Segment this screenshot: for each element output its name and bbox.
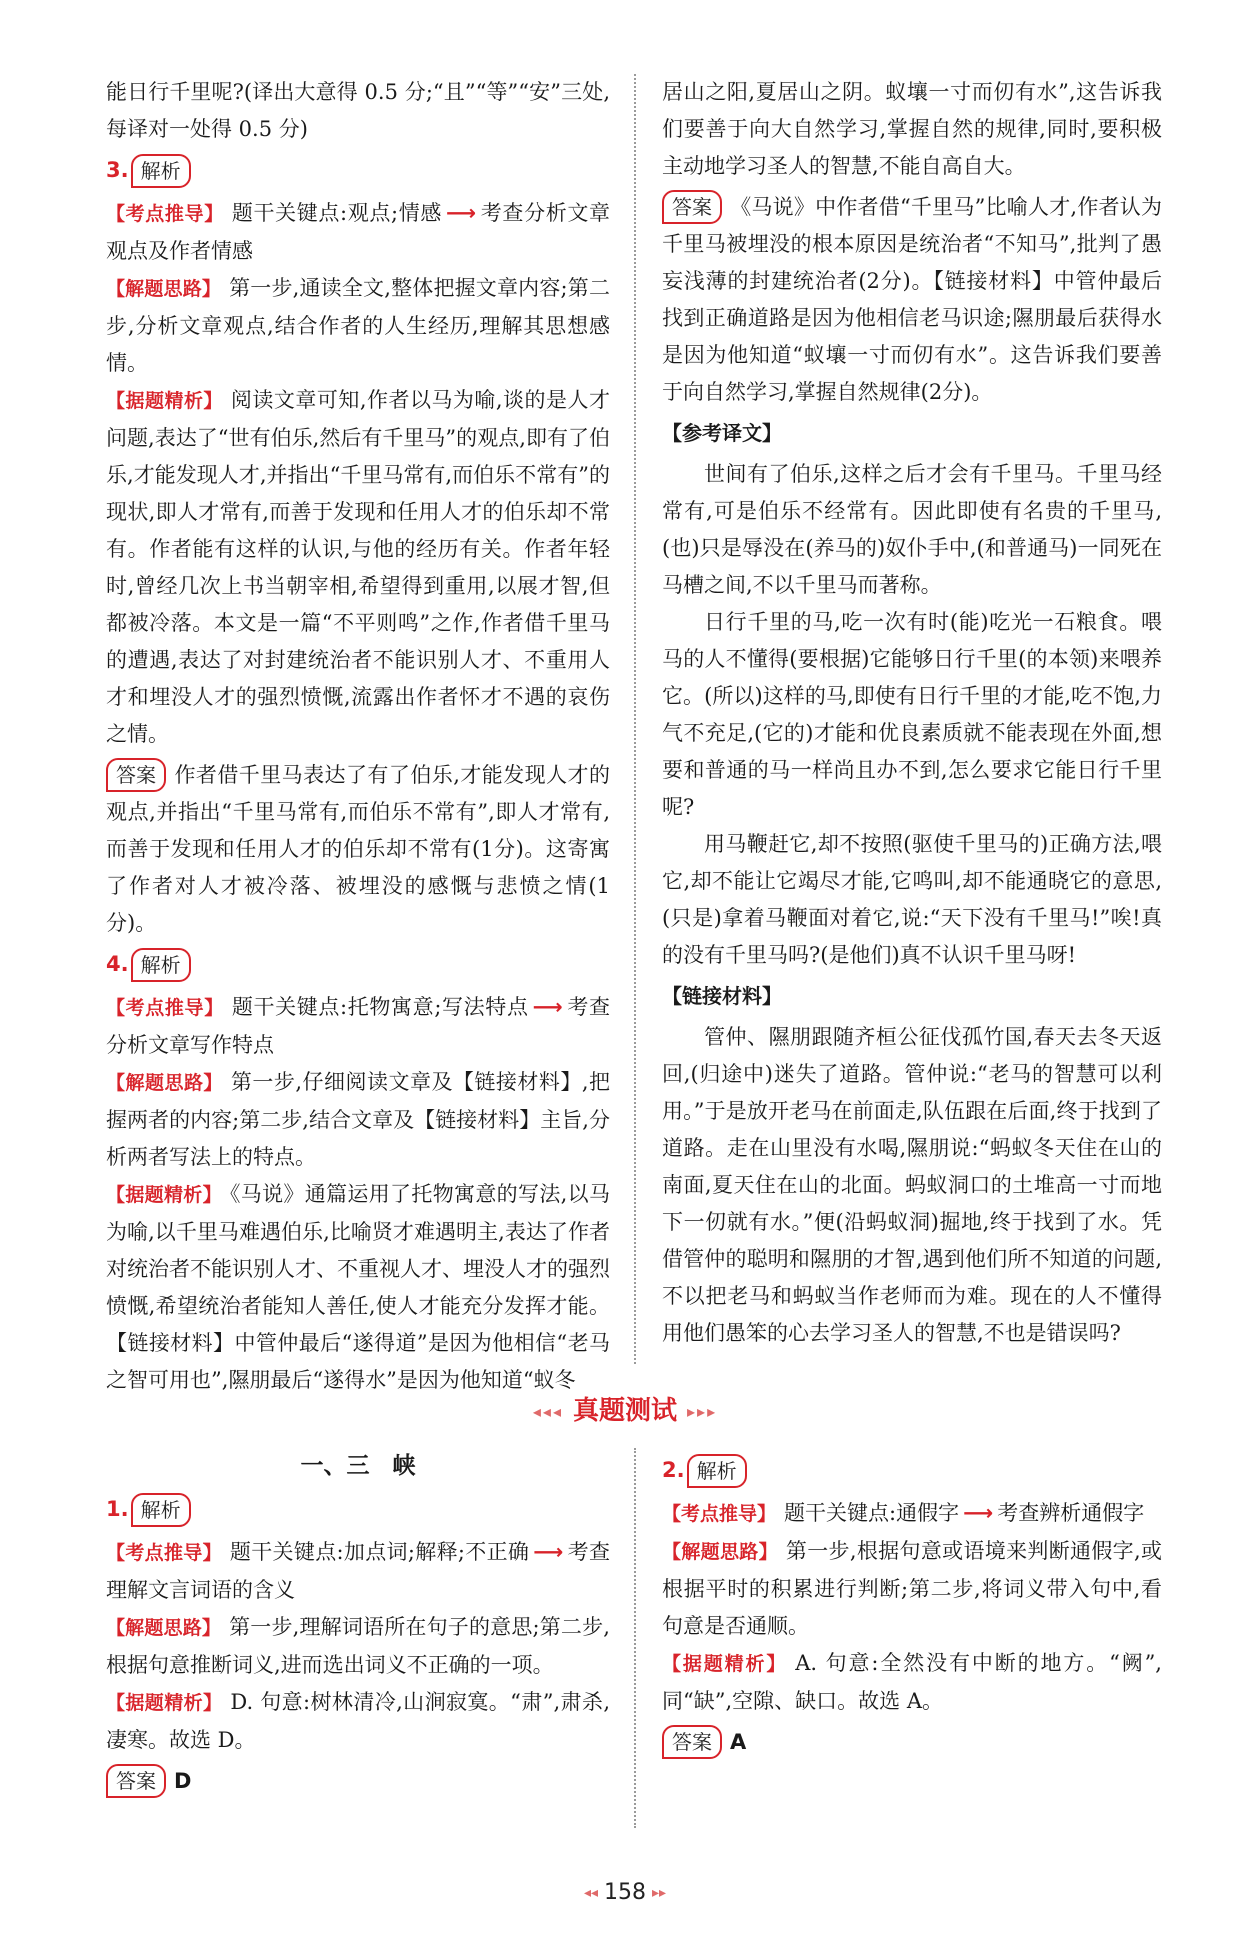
q1-answer-badge: 答案 (106, 1764, 166, 1798)
arrow-icon: ⟶ (963, 1501, 994, 1525)
q3-kaodian-result: 考查分析文章观点及作者情感 (106, 201, 610, 263)
q3-jieti-label: 【解题思路】 (106, 278, 222, 300)
section-banner-title: 真题测试 (572, 1396, 677, 1426)
q1-jieti-label: 【解题思路】 (106, 1617, 222, 1639)
q4-jieti (106, 1064, 610, 1176)
q1-answer (106, 1763, 610, 1800)
q4-jingxi (106, 1176, 610, 1399)
q4-answer-text: 《马说》中作者借“千里马”比喻人才,作者认为千里马被埋没的根本原因是统治者“不知马”,批判了愚妄浅薄的封建统治者(2分)。【链接材料】中管仲最后找到正确道路是因为他相信老马识途;隰朋最后获得水是因为他知道“蚁壤一寸而仞有水”。这告诉我们要善于向自然学习,掌握自然规律(2分)。 (662, 195, 1162, 404)
q1-jieti (106, 1609, 610, 1684)
q2-answer (662, 1724, 1162, 1761)
intro-text: 能日行千里呢?(译出大意得 0.5 分;“且”“等”“安”三处,每译对一处得 0.5 分) (106, 80, 610, 141)
q4-jingxi-text: 《马说》通篇运用了托物寓意的写法,以马为喻,以千里马难遇伯乐,比喻贤才难遇明主,表达了作者对统治者不能识别人才、不重视人才、埋没人才的强烈愤慨,希望统治者能知人善任,使人才能充分发挥才能。【链接材料】中管仲最后“遂得道”是因为他相信“老马之智可用也”,隰朋最后“遂得水”是因为他知道“蚁冬 (106, 1182, 610, 1392)
q3-answer (106, 757, 610, 942)
q3-jingxi-label: 【据题精析】 (106, 390, 223, 412)
q4-jieti-label: 【解题思路】 (106, 1072, 223, 1094)
q2-kaodian-label: 【考点推导】 (662, 1503, 777, 1525)
q4-jingxi-label: 【据题精析】 (106, 1184, 222, 1206)
q2-header (662, 1452, 1162, 1489)
q3-jieti-text: 第一步,通读全文,整体把握文章内容;第二步,分析文章观点,结合作者的人生经历,理解其思想感情。 (106, 276, 610, 375)
q3-jingxi-text: 阅读文章可知,作者以马为喻,谈的是人才问题,表达了“世有伯乐,然后有千里马”的观点,即有了伯乐,才能发现人才,并指出“千里马常有,而伯乐不常有”的现状,即人才常有,而善于发现和任用人才的伯乐却不常有。作者能有这样的认识,与他的经历有关。作者年轻时,曾经几次上书当朝宰相,希望得到重用,以展才智,但都被冷落。本文是一篇“不平则鸣”之作,作者借千里马的遭遇,表达了对封建统治者不能识别人才、不重用人才和埋没人才的强烈愤慨,流露出作者怀才不遇的哀伤之情。 (106, 388, 610, 746)
arrow-icon: ⟶ (532, 995, 563, 1019)
q4-number: 4. (106, 952, 129, 976)
link-material-heading: 【链接材料】 (662, 984, 782, 1008)
right-column (662, 74, 1162, 1352)
q3-kaodian-text: 题干关键点:观点;情感 (231, 201, 443, 225)
q4-analysis-badge: 解析 (131, 948, 191, 982)
q2-analysis-badge: 解析 (687, 1454, 747, 1488)
page-right-deco-icon: ▸▸ (652, 1885, 667, 1901)
q1-jingxi (106, 1684, 610, 1759)
column-divider-top (634, 74, 636, 1364)
q2-jieti-label: 【解题思路】 (662, 1541, 778, 1563)
translation-paragraph: 日行千里的马,吃一次有时(能)吃光一石粮食。喂马的人不懂得(要根据)它能够日行千里(的本领)来喂养它。(所以)这样的马,即使有日行千里的才能,吃不饱,力气不充足,(它的)才能和优良素质就不能表现在外面,想要和普通的马一样尚且办不到,怎么要求它能日行千里呢? (662, 610, 1162, 819)
q4-jieti-text: 第一步,仔细阅读文章及【链接材料】,把握两者的内容;第二步,结合文章及【链接材料】主旨,分析两者写法上的特点。 (106, 1070, 610, 1169)
q3-kaodian (106, 195, 610, 270)
banner-right-deco-icon: ▸▸▸ (687, 1402, 718, 1421)
page-number-value: 158 (604, 1880, 646, 1905)
q4-kaodian-result: 考查分析文章写作特点 (106, 995, 610, 1057)
page-left-deco-icon: ◂◂ (583, 1885, 598, 1901)
q3-kaodian-label: 【考点推导】 (106, 203, 224, 225)
page-number (0, 1880, 1250, 1905)
q4-kaodian-label: 【考点推导】 (106, 997, 224, 1019)
q3-jieti (106, 270, 610, 382)
q4-header (106, 946, 610, 983)
bottom-left-column (106, 1448, 610, 1800)
q3-answer-badge: 答案 (106, 758, 166, 792)
arrow-icon: ⟶ (533, 1540, 564, 1564)
q1-kaodian-result: 考查理解文言词语的含义 (106, 1540, 610, 1602)
q4-kaodian (106, 989, 610, 1064)
q3-number: 3. (106, 158, 129, 182)
q1-jingxi-label: 【据题精析】 (106, 1692, 223, 1714)
banner-left-deco-icon: ◂◂◂ (532, 1402, 563, 1421)
bottom-right-column (662, 1448, 1162, 1761)
q3-analysis-badge: 解析 (131, 154, 191, 188)
q4-answer (662, 189, 1162, 411)
left-column (106, 74, 610, 1399)
column-divider-bottom (634, 1448, 636, 1828)
q2-number: 2. (662, 1458, 685, 1482)
q2-kaodian (662, 1495, 1162, 1533)
translation-paragraph: 世间有了伯乐,这样之后才会有千里马。千里马经常有,可是伯乐不经常有。因此即使有名贵的千里马,(也)只是辱没在(养马的)奴仆手中,(和普通马)一同死在马槽之间,不以千里马而著称。 (662, 462, 1162, 597)
q2-jingxi-text: A. 句意:全然没有中断的地方。“阙”,同“缺”,空隙、缺口。故选 A。 (662, 1651, 1162, 1713)
q4-answer-badge: 答案 (662, 190, 722, 224)
q2-jieti (662, 1533, 1162, 1645)
q1-answer-value: D (174, 1769, 192, 1793)
q1-kaodian (106, 1534, 610, 1609)
q1-number: 1. (106, 1497, 129, 1521)
q1-header (106, 1491, 610, 1528)
q2-answer-badge: 答案 (662, 1725, 722, 1759)
q2-answer-value: A (730, 1730, 747, 1754)
q1-analysis-badge: 解析 (131, 1493, 191, 1527)
q2-kaodian-text: 题干关键点:通假字 (784, 1501, 960, 1525)
q2-kaodian-result: 考查辨析通假字 (997, 1501, 1145, 1525)
q1-jieti-text: 第一步,理解词语所在句子的意思;第二步,根据句意推断词义,进而选出词义不正确的一项。 (106, 1615, 610, 1677)
q1-kaodian-label: 【考点推导】 (106, 1542, 222, 1564)
q3-header (106, 152, 610, 189)
q4-kaodian-text: 题干关键点:托物寓意;写法特点 (231, 995, 529, 1019)
translation-paragraph: 用马鞭赶它,却不按照(驱使千里马的)正确方法,喂它,却不能让它竭尽才能,它鸣叫,却不能通晓它的意思,(只是)拿着马鞭面对着它,说:“天下没有千里马!”唉!真的没有千里马吗?(是他们)真不认识千里马呀! (662, 832, 1162, 967)
section-banner (0, 1390, 1250, 1427)
translation-heading: 【参考译文】 (662, 421, 782, 445)
arrow-icon: ⟶ (446, 201, 477, 225)
q3-answer-text: 作者借千里马表达了有了伯乐,才能发现人才的观点,并指出“千里马常有,而伯乐不常有”,即人才常有,而善于发现和任用人才的伯乐却不常有(1分)。这寄寓了作者对人才被冷落、被埋没的感慨与悲愤之情(1分)。 (106, 763, 610, 935)
q2-jingxi (662, 1645, 1162, 1720)
q1-jingxi-text: D. 句意:树林清冷,山涧寂寞。“肃”,肃杀,凄寒。故选 D。 (106, 1690, 610, 1752)
q2-jieti-text: 第一步,根据句意或语境来判断通假字,或根据平时的积累进行判断;第二步,将词义带入句中,看句意是否通顺。 (662, 1539, 1162, 1638)
q4-continuation: 居山之阳,夏居山之阴。蚁壤一寸而仞有水”,这告诉我们要善于向大自然学习,掌握自然的规律,同时,要积极主动地学习圣人的智慧,不能自高自大。 (662, 80, 1162, 178)
q1-kaodian-text: 题干关键点:加点词;解释;不正确 (229, 1540, 530, 1564)
link-material-paragraph: 管仲、隰朋跟随齐桓公征伐孤竹国,春天去冬天返回,(归途中)迷失了道路。管仲说:“老马的智慧可以利用。”于是放开老马在前面走,队伍跟在后面,终于找到了道路。走在山里没有水喝,隰朋说:“蚂蚁冬天住在山的南面,夏天住在山的北面。蚂蚁洞口的土堆高一寸而地下一仞就有水。”便(沿蚂蚁洞)掘地,终于找到了水。凭借管仲的聪明和隰朋的才智,遇到他们所不知道的问题,不以把老马和蚂蚁当作老师而为难。现在的人不懂得用他们愚笨的心去学习圣人的智慧,不也是错误吗? (662, 1025, 1162, 1345)
q3-jingxi (106, 382, 610, 753)
q2-jingxi-label: 【据题精析】 (662, 1653, 788, 1675)
lesson-title: 一、三 峡 (300, 1453, 416, 1479)
